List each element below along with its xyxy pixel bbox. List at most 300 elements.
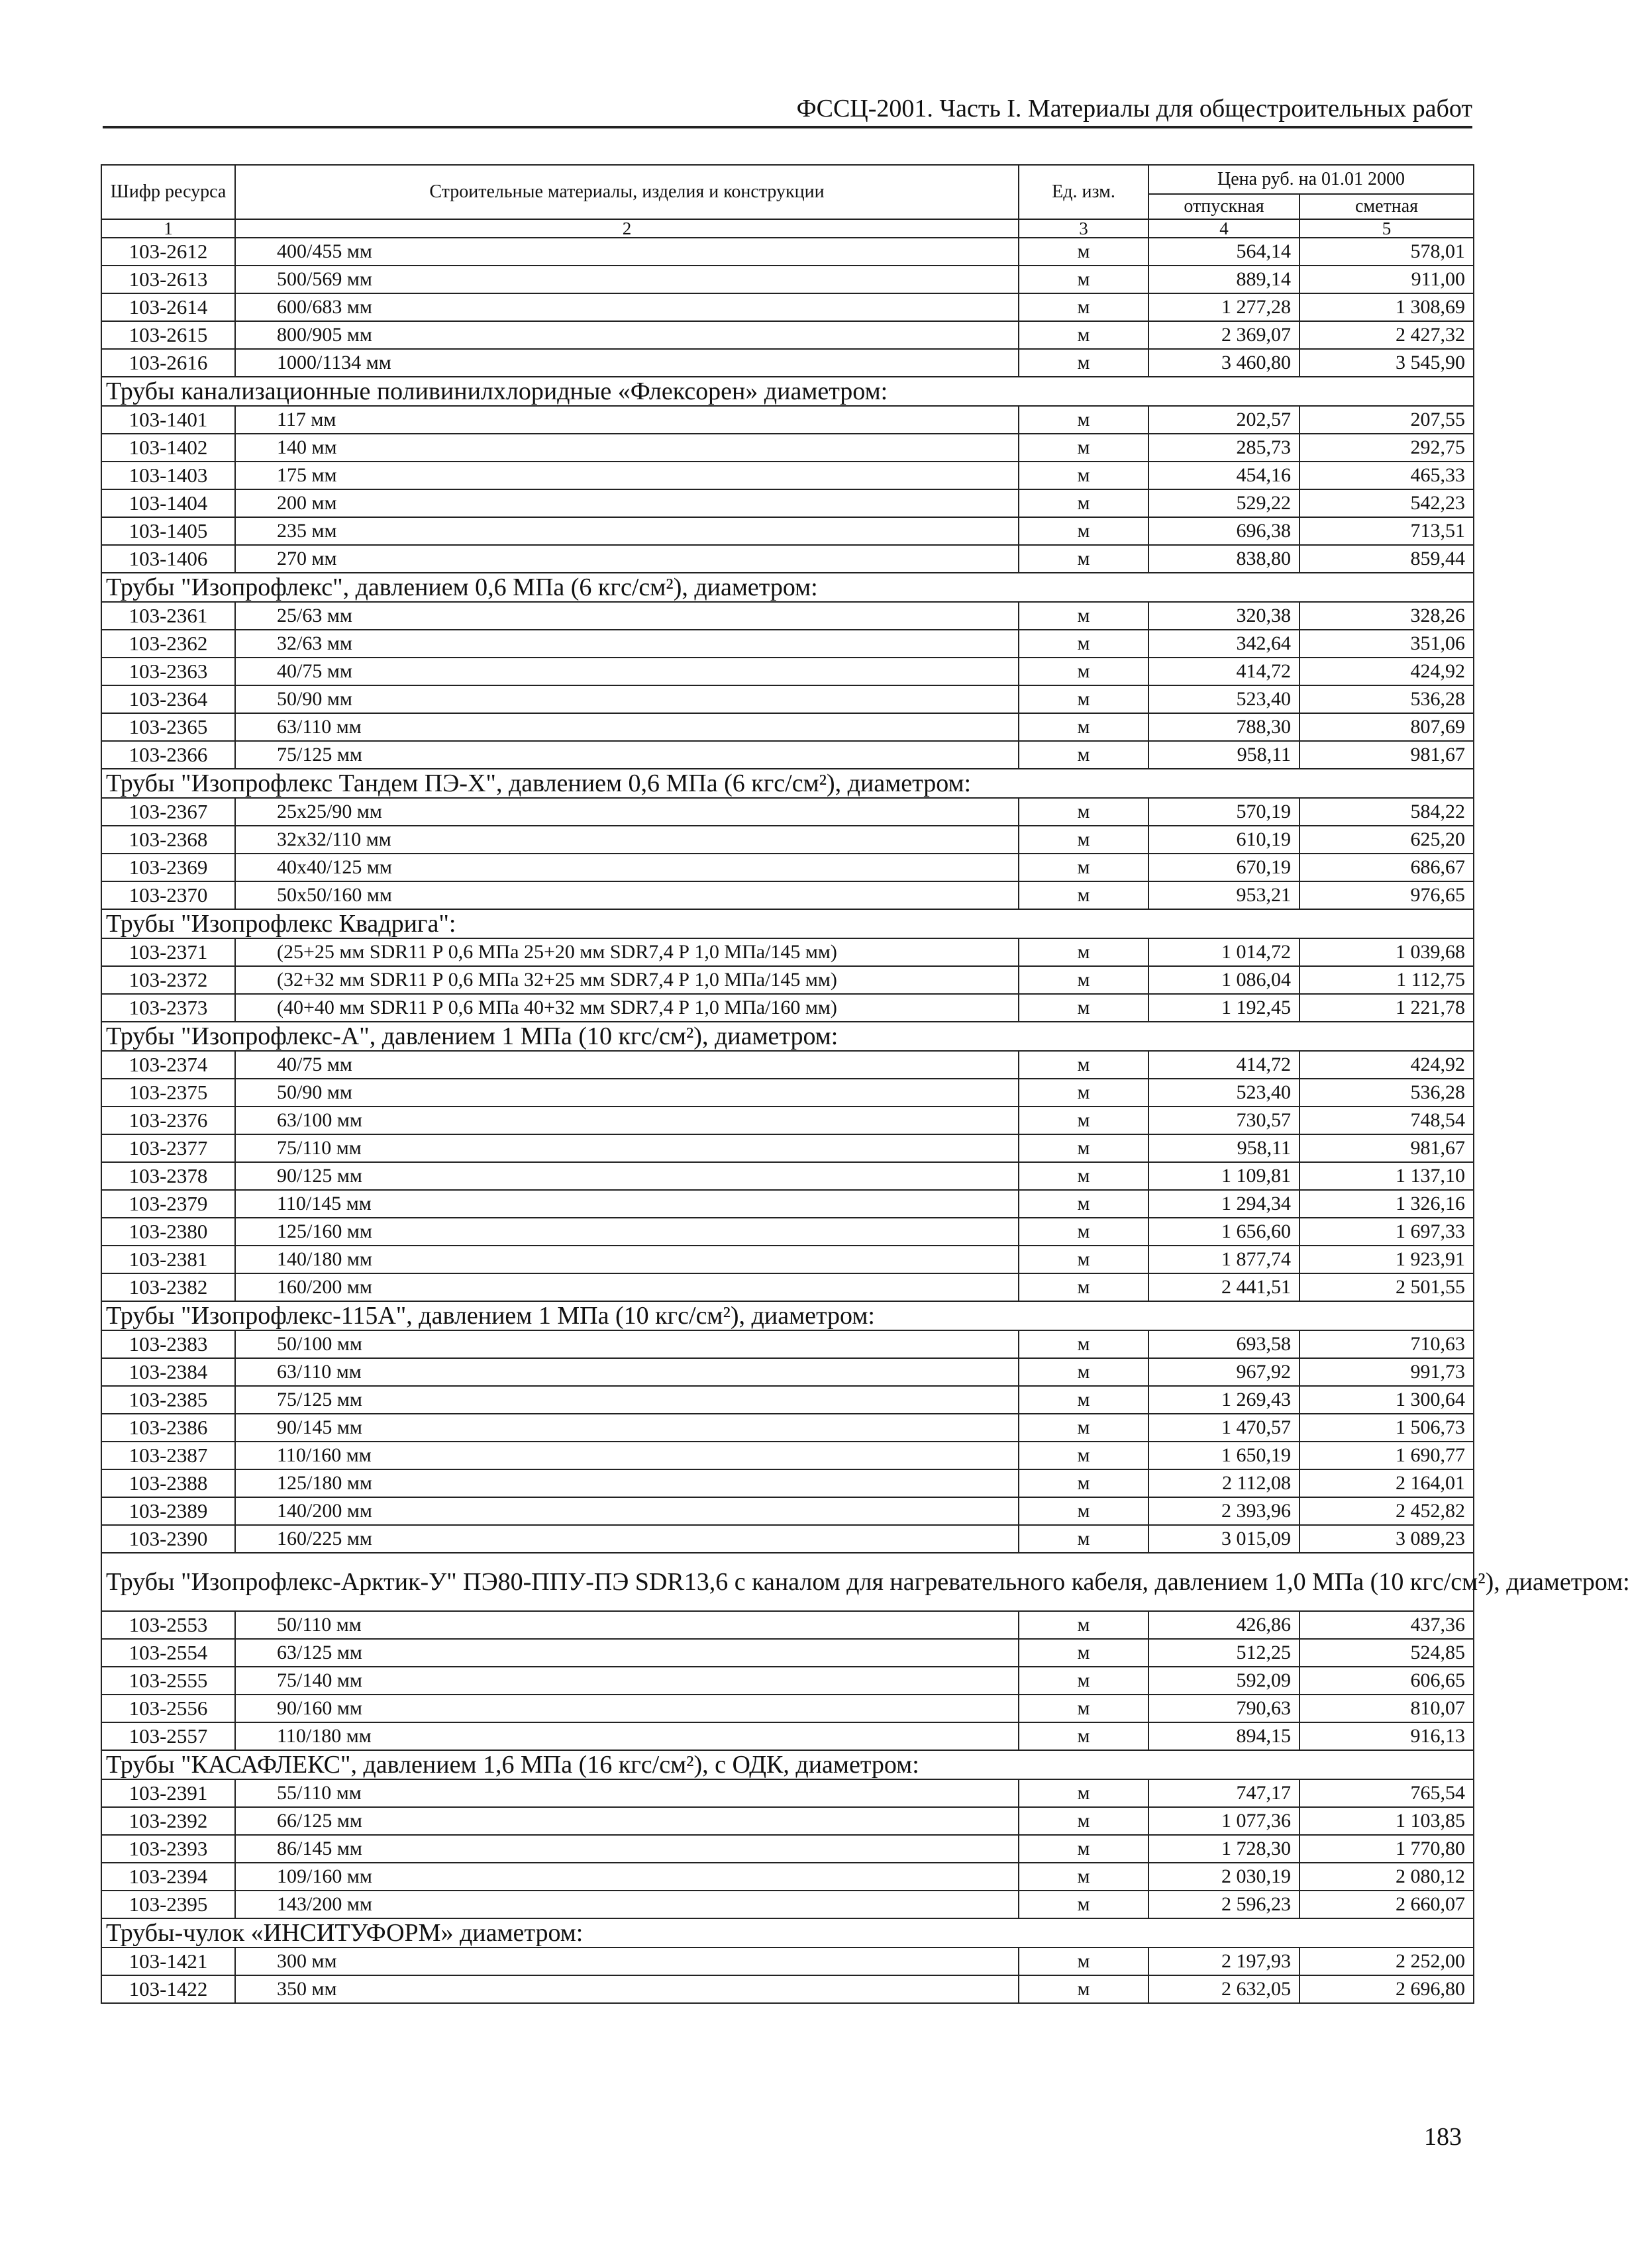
material-name: 600/683 мм — [235, 293, 1019, 321]
table-body — [101, 238, 1630, 2003]
unit-cell: м — [1019, 798, 1148, 826]
estimate-price: 1 103,85 — [1299, 1807, 1474, 1835]
release-price: 1 877,74 — [1148, 1246, 1299, 1273]
table-row — [101, 1807, 1474, 1835]
resource-code: 103-1402 — [101, 434, 235, 462]
estimate-price: 686,67 — [1299, 854, 1474, 881]
estimate-price: 1 326,16 — [1299, 1190, 1474, 1218]
unit-cell: м — [1019, 238, 1148, 266]
resource-code: 103-2390 — [101, 1525, 235, 1553]
unit-cell: м — [1019, 1639, 1148, 1667]
unit-cell: м — [1019, 854, 1148, 881]
release-price: 1 269,43 — [1148, 1386, 1299, 1414]
table-row — [101, 1722, 1474, 1750]
resource-code: 103-2376 — [101, 1107, 235, 1134]
release-price: 2 030,19 — [1148, 1863, 1299, 1891]
table-row — [101, 1525, 1474, 1553]
material-name: 117 мм — [235, 406, 1019, 434]
estimate-price: 748,54 — [1299, 1107, 1474, 1134]
unit-cell: м — [1019, 1107, 1148, 1134]
col-header-unit: Ед. изм. — [1019, 165, 1148, 219]
col-header-estimate-price: сметная — [1299, 194, 1474, 219]
material-name: 50/100 мм — [235, 1330, 1019, 1358]
resource-code: 103-2371 — [101, 938, 235, 966]
unit-cell: м — [1019, 938, 1148, 966]
resource-code: 103-2364 — [101, 685, 235, 713]
table-row — [101, 293, 1474, 321]
release-price: 414,72 — [1148, 1051, 1299, 1079]
resource-code: 103-2365 — [101, 713, 235, 741]
table-row — [101, 1386, 1474, 1414]
estimate-price: 1 690,77 — [1299, 1442, 1474, 1469]
unit-cell: м — [1019, 1611, 1148, 1639]
estimate-price: 536,28 — [1299, 685, 1474, 713]
material-name: 110/180 мм — [235, 1722, 1019, 1750]
material-name: 140/180 мм — [235, 1246, 1019, 1273]
release-price: 3 460,80 — [1148, 349, 1299, 377]
unit-cell: м — [1019, 713, 1148, 741]
unit-cell: м — [1019, 349, 1148, 377]
release-price: 2 441,51 — [1148, 1273, 1299, 1301]
unit-cell: м — [1019, 1246, 1148, 1273]
group-heading: Трубы "Изопрофлекс-115А", давлением 1 МПа (10 кгс/см²), диаметром: — [101, 1301, 1474, 1330]
material-name: 270 мм — [235, 545, 1019, 573]
estimate-price: 3 545,90 — [1299, 349, 1474, 377]
resource-code: 103-2361 — [101, 602, 235, 630]
group-heading-row — [101, 1750, 1474, 1779]
release-price: 564,14 — [1148, 238, 1299, 266]
resource-code: 103-2363 — [101, 658, 235, 685]
resource-code: 103-2386 — [101, 1414, 235, 1442]
group-heading-row — [101, 1553, 1474, 1611]
unit-cell: м — [1019, 1948, 1148, 1975]
material-name: (32+32 мм SDR11 Р 0,6 МПа 32+25 мм SDR7,4 Р 1,0 МПа/145 мм) — [235, 966, 1019, 994]
resource-code: 103-2615 — [101, 321, 235, 349]
col-number: 1 — [101, 219, 235, 238]
table-row — [101, 1051, 1474, 1079]
material-name: 200 мм — [235, 489, 1019, 517]
material-name: 800/905 мм — [235, 321, 1019, 349]
resource-code: 103-1404 — [101, 489, 235, 517]
resource-code: 103-1401 — [101, 406, 235, 434]
unit-cell: м — [1019, 966, 1148, 994]
resource-code: 103-2393 — [101, 1835, 235, 1863]
release-price: 1 109,81 — [1148, 1162, 1299, 1190]
unit-cell: м — [1019, 1051, 1148, 1079]
unit-cell: м — [1019, 741, 1148, 769]
estimate-price: 465,33 — [1299, 462, 1474, 489]
material-name: 32x32/110 мм — [235, 826, 1019, 854]
release-price: 342,64 — [1148, 630, 1299, 658]
estimate-price: 2 501,55 — [1299, 1273, 1474, 1301]
estimate-price: 536,28 — [1299, 1079, 1474, 1107]
resource-code: 103-2555 — [101, 1667, 235, 1695]
table-row — [101, 1273, 1474, 1301]
material-name: 125/160 мм — [235, 1218, 1019, 1246]
estimate-price: 584,22 — [1299, 798, 1474, 826]
material-name: 40x40/125 мм — [235, 854, 1019, 881]
material-name: 90/160 мм — [235, 1695, 1019, 1722]
table-row — [101, 349, 1474, 377]
table-row — [101, 1162, 1474, 1190]
release-price: 967,92 — [1148, 1358, 1299, 1386]
table-row — [101, 602, 1474, 630]
table-row — [101, 545, 1474, 573]
material-name: 55/110 мм — [235, 1779, 1019, 1807]
resource-code: 103-2394 — [101, 1863, 235, 1891]
material-name: 235 мм — [235, 517, 1019, 545]
release-price: 512,25 — [1148, 1639, 1299, 1667]
column-number-row — [101, 219, 1474, 238]
resource-code: 103-1403 — [101, 462, 235, 489]
page-number: 183 — [1424, 2123, 1462, 2151]
table-row — [101, 1330, 1474, 1358]
table-row — [101, 658, 1474, 685]
group-heading: Трубы "Изопрофлекс", давлением 0,6 МПа (6 кгс/см²), диаметром: — [101, 573, 1474, 602]
estimate-price: 2 252,00 — [1299, 1948, 1474, 1975]
resource-code: 103-2372 — [101, 966, 235, 994]
table-row — [101, 938, 1474, 966]
table-row — [101, 966, 1474, 994]
unit-cell: м — [1019, 1079, 1148, 1107]
resource-code: 103-2391 — [101, 1779, 235, 1807]
unit-cell: м — [1019, 1218, 1148, 1246]
release-price: 1 277,28 — [1148, 293, 1299, 321]
material-name: 125/180 мм — [235, 1469, 1019, 1497]
release-price: 958,11 — [1148, 741, 1299, 769]
estimate-price: 1 506,73 — [1299, 1414, 1474, 1442]
unit-cell: м — [1019, 1134, 1148, 1162]
estimate-price: 807,69 — [1299, 713, 1474, 741]
group-heading: Трубы "Изопрофлекс Квадрига": — [101, 909, 1474, 938]
release-price: 894,15 — [1148, 1722, 1299, 1750]
group-heading: Трубы "КАСАФЛЕКС", давлением 1,6 МПа (16 кгс/см²), с ОДК, диаметром: — [101, 1750, 1474, 1779]
unit-cell: м — [1019, 1722, 1148, 1750]
release-price: 320,38 — [1148, 602, 1299, 630]
table-row — [101, 713, 1474, 741]
release-price: 523,40 — [1148, 685, 1299, 713]
unit-cell: м — [1019, 321, 1148, 349]
table-row — [101, 881, 1474, 909]
release-price: 1 470,57 — [1148, 1414, 1299, 1442]
table-row — [101, 1107, 1474, 1134]
release-price: 2 112,08 — [1148, 1469, 1299, 1497]
estimate-price: 437,36 — [1299, 1611, 1474, 1639]
table-row — [101, 266, 1474, 293]
estimate-price: 292,75 — [1299, 434, 1474, 462]
resource-code: 103-1422 — [101, 1975, 235, 2003]
material-name: 500/569 мм — [235, 266, 1019, 293]
group-heading: Трубы канализационные поливинилхлоридные «Флексорен» диаметром: — [101, 377, 1474, 406]
material-name: 175 мм — [235, 462, 1019, 489]
col-header-code: Шифр ресурса — [101, 165, 235, 219]
material-name: 400/455 мм — [235, 238, 1019, 266]
material-name: 25/63 мм — [235, 602, 1019, 630]
material-name: (25+25 мм SDR11 Р 0,6 МПа 25+20 мм SDR7,4 Р 1,0 МПа/145 мм) — [235, 938, 1019, 966]
resource-code: 103-2389 — [101, 1497, 235, 1525]
estimate-price: 916,13 — [1299, 1722, 1474, 1750]
material-name: 350 мм — [235, 1975, 1019, 2003]
unit-cell: м — [1019, 1386, 1148, 1414]
material-name: 110/160 мм — [235, 1442, 1019, 1469]
resource-code: 103-2379 — [101, 1190, 235, 1218]
table-row — [101, 1134, 1474, 1162]
resource-code: 103-2613 — [101, 266, 235, 293]
material-name: 50x50/160 мм — [235, 881, 1019, 909]
estimate-price: 1 112,75 — [1299, 966, 1474, 994]
release-price: 1 728,30 — [1148, 1835, 1299, 1863]
group-heading-row — [101, 769, 1474, 798]
release-price: 788,30 — [1148, 713, 1299, 741]
unit-cell: м — [1019, 434, 1148, 462]
col-number: 2 — [235, 219, 1019, 238]
table-row — [101, 489, 1474, 517]
resource-code: 103-1405 — [101, 517, 235, 545]
estimate-price: 991,73 — [1299, 1358, 1474, 1386]
table-row — [101, 1414, 1474, 1442]
release-price: 285,73 — [1148, 434, 1299, 462]
estimate-price: 981,67 — [1299, 741, 1474, 769]
estimate-price: 2 164,01 — [1299, 1469, 1474, 1497]
estimate-price: 810,07 — [1299, 1695, 1474, 1722]
estimate-price: 351,06 — [1299, 630, 1474, 658]
table-head — [101, 165, 1474, 238]
table-row — [101, 798, 1474, 826]
unit-cell: м — [1019, 1469, 1148, 1497]
release-price: 2 632,05 — [1148, 1975, 1299, 2003]
release-price: 2 197,93 — [1148, 1948, 1299, 1975]
table-row — [101, 1667, 1474, 1695]
unit-cell: м — [1019, 1779, 1148, 1807]
estimate-price: 710,63 — [1299, 1330, 1474, 1358]
release-price: 1 192,45 — [1148, 994, 1299, 1022]
table-row — [101, 1948, 1474, 1975]
estimate-price: 542,23 — [1299, 489, 1474, 517]
material-name: 50/90 мм — [235, 1079, 1019, 1107]
col-number: 4 — [1148, 219, 1299, 238]
resource-code: 103-2392 — [101, 1807, 235, 1835]
material-name: 1000/1134 мм — [235, 349, 1019, 377]
estimate-price: 1 308,69 — [1299, 293, 1474, 321]
resource-code: 103-2373 — [101, 994, 235, 1022]
release-price: 426,86 — [1148, 1611, 1299, 1639]
unit-cell: м — [1019, 602, 1148, 630]
group-heading-row — [101, 1022, 1474, 1051]
release-price: 523,40 — [1148, 1079, 1299, 1107]
group-heading: Трубы "Изопрофлекс-А", давлением 1 МПа (10 кгс/см²), диаметром: — [101, 1022, 1474, 1051]
resource-code: 103-2378 — [101, 1162, 235, 1190]
material-name: 66/125 мм — [235, 1807, 1019, 1835]
group-heading: Трубы "Изопрофлекс Тандем ПЭ-Х", давлением 0,6 МПа (6 кгс/см²), диаметром: — [101, 769, 1474, 798]
estimate-price: 1 923,91 — [1299, 1246, 1474, 1273]
estimate-price: 976,65 — [1299, 881, 1474, 909]
resource-code: 103-1406 — [101, 545, 235, 573]
estimate-price: 2 660,07 — [1299, 1891, 1474, 1918]
material-name: 86/145 мм — [235, 1835, 1019, 1863]
release-price: 2 393,96 — [1148, 1497, 1299, 1525]
release-price: 2 596,23 — [1148, 1891, 1299, 1918]
resource-code: 103-2383 — [101, 1330, 235, 1358]
unit-cell: м — [1019, 881, 1148, 909]
unit-cell: м — [1019, 545, 1148, 573]
table-row — [101, 994, 1474, 1022]
resource-code: 103-2614 — [101, 293, 235, 321]
estimate-price: 859,44 — [1299, 545, 1474, 573]
material-name: 110/145 мм — [235, 1190, 1019, 1218]
material-name: 50/110 мм — [235, 1611, 1019, 1639]
unit-cell: м — [1019, 489, 1148, 517]
table-row — [101, 238, 1474, 266]
material-name: 140 мм — [235, 434, 1019, 462]
estimate-price: 524,85 — [1299, 1639, 1474, 1667]
unit-cell: м — [1019, 1863, 1148, 1891]
material-name: 300 мм — [235, 1948, 1019, 1975]
resource-code: 103-1421 — [101, 1948, 235, 1975]
estimate-price: 207,55 — [1299, 406, 1474, 434]
material-name: 75/110 мм — [235, 1134, 1019, 1162]
resource-code: 103-2384 — [101, 1358, 235, 1386]
release-price: 1 077,36 — [1148, 1807, 1299, 1835]
release-price: 3 015,09 — [1148, 1525, 1299, 1553]
resource-code: 103-2380 — [101, 1218, 235, 1246]
table-row — [101, 1218, 1474, 1246]
estimate-price: 578,01 — [1299, 238, 1474, 266]
unit-cell: м — [1019, 1525, 1148, 1553]
release-price: 529,22 — [1148, 489, 1299, 517]
table-row — [101, 321, 1474, 349]
table-row — [101, 630, 1474, 658]
unit-cell: м — [1019, 517, 1148, 545]
estimate-price: 2 080,12 — [1299, 1863, 1474, 1891]
table-row — [101, 462, 1474, 489]
table-row — [101, 1079, 1474, 1107]
release-price: 838,80 — [1148, 545, 1299, 573]
table-row — [101, 1497, 1474, 1525]
resource-code: 103-2362 — [101, 630, 235, 658]
col-number: 3 — [1019, 219, 1148, 238]
material-name: 63/100 мм — [235, 1107, 1019, 1134]
estimate-price: 606,65 — [1299, 1667, 1474, 1695]
estimate-price: 1 039,68 — [1299, 938, 1474, 966]
release-price: 747,17 — [1148, 1779, 1299, 1807]
resource-code: 103-2375 — [101, 1079, 235, 1107]
release-price: 454,16 — [1148, 462, 1299, 489]
unit-cell: м — [1019, 1190, 1148, 1218]
material-name: 109/160 мм — [235, 1863, 1019, 1891]
unit-cell: м — [1019, 658, 1148, 685]
unit-cell: м — [1019, 1414, 1148, 1442]
table-row — [101, 517, 1474, 545]
unit-cell: м — [1019, 1891, 1148, 1918]
col-number: 5 — [1299, 219, 1474, 238]
table-row — [101, 1246, 1474, 1273]
unit-cell: м — [1019, 1667, 1148, 1695]
group-heading-row — [101, 573, 1474, 602]
resource-code: 103-2395 — [101, 1891, 235, 1918]
resource-code: 103-2374 — [101, 1051, 235, 1079]
unit-cell: м — [1019, 1695, 1148, 1722]
table-row — [101, 826, 1474, 854]
release-price: 1 650,19 — [1148, 1442, 1299, 1469]
table-row — [101, 1611, 1474, 1639]
running-header: ФССЦ-2001. Часть I. Материалы для общестроительных работ — [103, 91, 1472, 128]
release-price: 1 086,04 — [1148, 966, 1299, 994]
group-heading: Трубы "Изопрофлекс-Арктик-У" ПЭ80-ППУ-ПЭ SDR13,6 с каналом для нагревательного кабеля, давлением 1,0 МПа (10 кгс/см²), диаметром: — [101, 1553, 1474, 1611]
unit-cell: м — [1019, 293, 1148, 321]
resource-code: 103-2557 — [101, 1722, 235, 1750]
material-name: 75/140 мм — [235, 1667, 1019, 1695]
table-row — [101, 1358, 1474, 1386]
unit-cell: м — [1019, 1358, 1148, 1386]
group-heading-row — [101, 1301, 1474, 1330]
unit-cell: м — [1019, 1442, 1148, 1469]
table-row — [101, 1891, 1474, 1918]
resource-code: 103-2382 — [101, 1273, 235, 1301]
resource-code: 103-2553 — [101, 1611, 235, 1639]
release-price: 1 294,34 — [1148, 1190, 1299, 1218]
unit-cell: м — [1019, 826, 1148, 854]
unit-cell: м — [1019, 462, 1148, 489]
unit-cell: м — [1019, 1162, 1148, 1190]
estimate-price: 424,92 — [1299, 1051, 1474, 1079]
table-row — [101, 406, 1474, 434]
resource-code: 103-2381 — [101, 1246, 235, 1273]
release-price: 570,19 — [1148, 798, 1299, 826]
table-row — [101, 1639, 1474, 1667]
unit-cell: м — [1019, 1975, 1148, 2003]
estimate-price: 328,26 — [1299, 602, 1474, 630]
resource-code: 103-2368 — [101, 826, 235, 854]
resource-code: 103-2616 — [101, 349, 235, 377]
estimate-price: 625,20 — [1299, 826, 1474, 854]
release-price: 696,38 — [1148, 517, 1299, 545]
table-row — [101, 434, 1474, 462]
estimate-price: 765,54 — [1299, 1779, 1474, 1807]
release-price: 414,72 — [1148, 658, 1299, 685]
material-name: 50/90 мм — [235, 685, 1019, 713]
table-row — [101, 1975, 1474, 2003]
resource-code: 103-2367 — [101, 798, 235, 826]
release-price: 1 014,72 — [1148, 938, 1299, 966]
table-row — [101, 1779, 1474, 1807]
estimate-price: 1 137,10 — [1299, 1162, 1474, 1190]
col-header-price: Цена руб. на 01.01 2000 — [1148, 165, 1474, 194]
release-price: 1 656,60 — [1148, 1218, 1299, 1246]
estimate-price: 1 697,33 — [1299, 1218, 1474, 1246]
unit-cell: м — [1019, 685, 1148, 713]
material-name: 63/125 мм — [235, 1639, 1019, 1667]
estimate-price: 981,67 — [1299, 1134, 1474, 1162]
unit-cell: м — [1019, 266, 1148, 293]
estimate-price: 2 696,80 — [1299, 1975, 1474, 2003]
resource-code: 103-2612 — [101, 238, 235, 266]
estimate-price: 1 770,80 — [1299, 1835, 1474, 1863]
material-name: 25x25/90 мм — [235, 798, 1019, 826]
table-row — [101, 685, 1474, 713]
table-row — [101, 741, 1474, 769]
material-name: 90/145 мм — [235, 1414, 1019, 1442]
release-price: 953,21 — [1148, 881, 1299, 909]
resource-code: 103-2388 — [101, 1469, 235, 1497]
resource-code: 103-2556 — [101, 1695, 235, 1722]
col-header-name: Строительные материалы, изделия и конструкции — [235, 165, 1019, 219]
release-price: 889,14 — [1148, 266, 1299, 293]
resource-code: 103-2387 — [101, 1442, 235, 1469]
resource-code: 103-2366 — [101, 741, 235, 769]
material-name: 32/63 мм — [235, 630, 1019, 658]
unit-cell: м — [1019, 994, 1148, 1022]
group-heading-row — [101, 909, 1474, 938]
